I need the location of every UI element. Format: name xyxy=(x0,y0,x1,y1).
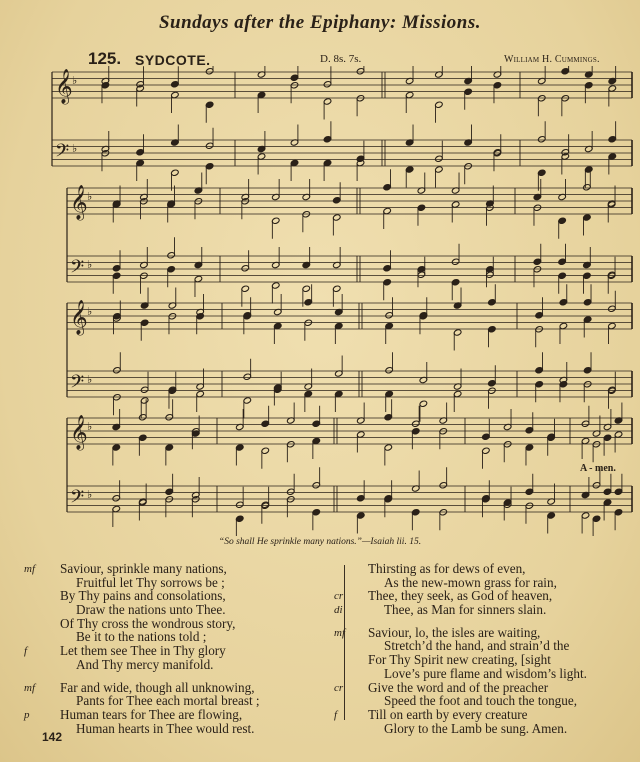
tune-name: SYDCOTE. xyxy=(135,52,211,68)
verse-text: Give the word and of the preacher xyxy=(368,679,549,695)
verse-line xyxy=(24,561,342,576)
page-header: Sundays after the Epiphany: Missions. xyxy=(158,12,482,33)
treble-clef: 𝄞 xyxy=(70,300,88,335)
verse-line xyxy=(42,658,342,672)
verse-line xyxy=(42,589,342,603)
bass-clef: 𝄢 xyxy=(70,487,85,512)
verse-line xyxy=(42,603,342,617)
key-signature-flat: ♭ xyxy=(87,420,93,433)
dynamic-mark: f xyxy=(24,645,28,658)
dynamic-mark: cr xyxy=(334,590,344,603)
verse-line xyxy=(42,630,342,644)
key-signature-flat: ♭ xyxy=(87,305,93,318)
verse-text: Fruitful let Thy sorrows be ; xyxy=(76,574,225,590)
verses-right-column xyxy=(334,561,635,744)
verse-text: Human hearts in Thee would rest. xyxy=(76,720,255,736)
verse-line xyxy=(334,624,635,640)
verse-line xyxy=(42,694,342,708)
verse-text: Thirsting as for dews of even, xyxy=(368,561,526,576)
verse-text: Glory to the Lamb be sung. Amen. xyxy=(384,720,568,736)
verse-text: Of Thy cross the wondrous story, xyxy=(60,615,236,631)
verse-line xyxy=(334,602,635,618)
dynamic-mark: mf xyxy=(334,626,345,639)
verse-line xyxy=(350,576,635,590)
verse-text: Love’s pure flame and wisdom’s light. xyxy=(384,665,587,681)
stanza xyxy=(24,679,342,736)
treble-clef: 𝄞 xyxy=(70,185,88,220)
verse-text: Human tears for Thee are flowing, xyxy=(60,706,243,722)
stanza xyxy=(334,561,635,618)
verse-text: Saviour, sprinkle many nations, xyxy=(60,561,227,576)
verses-left-column xyxy=(24,561,342,744)
verse-line xyxy=(350,562,635,576)
treble-clef: 𝄞 xyxy=(70,415,88,450)
bass-clef: 𝄢 xyxy=(70,257,85,282)
verse-text: Pants for Thee each mortal breast ; xyxy=(76,693,260,709)
verse-line xyxy=(24,706,342,722)
hymn-number: 125. xyxy=(88,49,122,68)
key-signature-flat: ♭ xyxy=(87,488,93,501)
key-signature-flat: ♭ xyxy=(87,190,93,203)
dynamic-mark: p xyxy=(24,708,30,721)
verse-text: Thee, as Man for sinners slain. xyxy=(384,602,547,618)
verse-line xyxy=(350,667,635,681)
composer: William H. Cummings. xyxy=(504,54,600,65)
verse-line xyxy=(42,576,342,590)
dynamic-mark: mf xyxy=(24,563,35,575)
verse-text: Saviour, lo, the isles are waiting, xyxy=(368,624,541,640)
scripture-quote: “So shall He sprinkle many nations.”—Isaiah lii. 15. xyxy=(218,537,422,547)
key-signature-flat: ♭ xyxy=(72,142,78,155)
verse-text: Stretch’d the hand, and strain’d the xyxy=(384,638,570,654)
verse-line xyxy=(334,588,635,604)
verse-text: Far and wide, though all unknowing, xyxy=(60,679,255,695)
dynamic-mark: mf xyxy=(24,681,35,694)
dynamic-mark: di xyxy=(334,604,343,617)
verse-text: Thee, they seek, as God of heaven, xyxy=(368,588,553,604)
verse-text: Till on earth by every creature xyxy=(368,706,528,722)
key-signature-flat: ♭ xyxy=(87,373,93,386)
verse-line xyxy=(334,706,635,722)
verse-text: Speed the foot and touch the tongue, xyxy=(384,693,578,709)
page-number: 142 xyxy=(42,730,63,744)
amen-lyric: A - men. xyxy=(580,463,616,474)
bass-clef: 𝄢 xyxy=(55,141,70,166)
verse-line xyxy=(42,722,342,736)
verse-line xyxy=(42,617,342,631)
treble-clef: 𝄞 xyxy=(55,69,73,104)
verse-text: Draw the nations unto Thee. xyxy=(76,602,226,618)
verse-text: By Thy pains and consolations, xyxy=(60,588,226,604)
key-signature-flat: ♭ xyxy=(72,74,78,87)
verse-line xyxy=(350,722,635,736)
verse-line xyxy=(350,653,635,667)
column-divider xyxy=(344,565,345,720)
verse-line xyxy=(334,679,635,695)
verse-text: For Thy Spirit new creating, [sight xyxy=(368,652,551,668)
verse-line xyxy=(350,639,635,653)
verse-line xyxy=(24,679,342,695)
verse-line xyxy=(350,694,635,708)
stanza xyxy=(334,624,635,736)
dynamic-mark: f xyxy=(334,708,338,721)
stanza xyxy=(24,561,342,672)
dynamic-mark: cr xyxy=(334,681,344,694)
key-signature-flat: ♭ xyxy=(87,258,93,271)
verse-text: And Thy mercy manifold. xyxy=(76,656,214,672)
verse-text: Let them see Thee in Thy glory xyxy=(60,643,226,659)
music-score xyxy=(0,66,640,536)
verse-text: As the new-mown grass for rain, xyxy=(384,574,557,590)
bass-clef: 𝄢 xyxy=(70,372,85,397)
verse-line xyxy=(24,643,342,659)
meter: D. 8s. 7s. xyxy=(320,53,362,65)
verse-text: Be it to the nations told ; xyxy=(76,629,207,645)
